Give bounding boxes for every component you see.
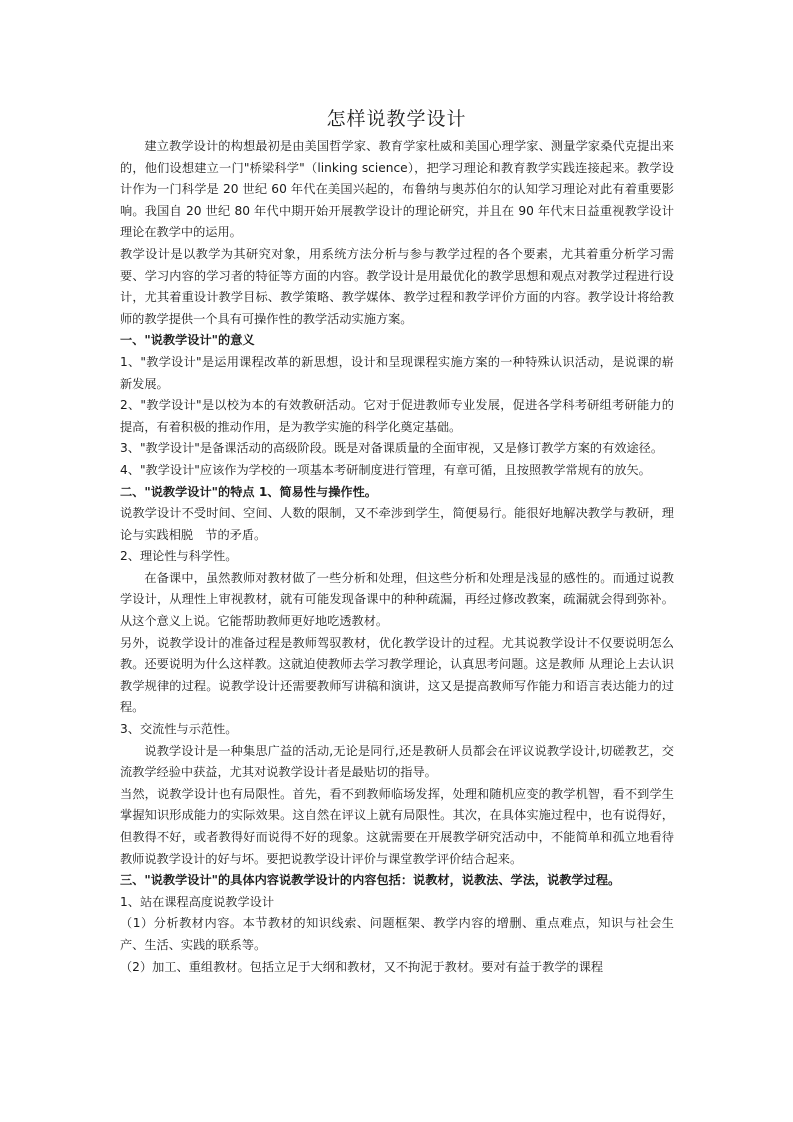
section-heading: 二、"说教学设计"的特点 1、简易性与操作性。 xyxy=(120,484,377,499)
paragraph: 说教学设计是一种集思广益的活动,无论是同行,还是教研人员都会在评议说教学设计,切磋教艺，交流教学经验中获益，尤其对说教学设计者是最贴切的指导。 xyxy=(120,743,674,780)
paragraph: （2）加工、重组教材。包括立足于大纲和教材，又不拘泥于教材。要对有益于教学的课程 xyxy=(120,959,604,974)
section-heading: 三、"说教学设计"的具体内容说教学设计的内容包括：说教材，说教法、学法，说教学过程。 xyxy=(120,873,621,888)
paragraph: 1、站在课程高度说教学设计 xyxy=(120,894,275,909)
document-title: 怎样说教学设计 xyxy=(326,108,467,130)
document-body xyxy=(120,136,674,978)
paragraph: 当然，说教学设计也有局限性。首先，看不到教师临场发挥，处理和随机应变的教学机智，看不到学生掌握知识形成能力的实际效果。这自然在评议上就有局限性。其次，在具体实施过程中，也有说得好，但教得不好，或者教得好而说得不好的现象。这就需要在开展教学研究活动中，不能简单和孤立地看待教师说教学设计的好与坏。要把说教学设计评价与课堂教学评价结合起来。 xyxy=(120,786,674,866)
paragraph: 在备课中，虽然教师对教材做了一些分析和处理，但这些分析和处理是浅显的感性的。而通过说教学设计，从理性上审视教材，就有可能发现备课中的种种疏漏，再经过修改教案，疏漏就会得到弥补。从这个意义上说。它能帮助教师更好地吃透教材。 xyxy=(120,570,674,629)
paragraph: 建立教学设计的构想最初是由美国哲学家、教育学家杜威和美国心理学家、测量学家桑代克提出来的，他们设想建立一门"桥梁科学"（linking science），把学习理论和教育教学实践连接起来。教学设计作为一门科学是 20 世纪 60 年代在美国兴起的，布鲁纳与奥苏伯尔的认知学习理论对此有着重要影响。我国自 20 世纪 80 年代中期开始开展教学设计的理论研究，并且在 90 年代末日益重视教学设计理论在教学中的运用。 xyxy=(120,139,674,240)
paragraph: 1、"教学设计"是运用课程改革的新思想，设计和呈现课程实施方案的一种特殊认识活动，是说课的崭新发展。 xyxy=(120,354,674,391)
paragraph: 3、交流性与示范性。 xyxy=(120,722,238,737)
paragraph: 2、"教学设计"是以校为本的有效教研活动。它对于促进教师专业发展，促进各学科考研组考研能力的提高，有着积极的推动作用，是为教学实施的科学化奠定基础。 xyxy=(120,398,674,434)
paragraph: 说教学设计不受时间、空间、人数的限制，又不牵涉到学生，简便易行。能很好地解决教学与教研，理论与实践相脱 节的矛盾。 xyxy=(120,506,674,542)
paragraph: 2、理论性与科学性。 xyxy=(120,549,238,564)
section-heading: 一、"说教学设计"的意义 xyxy=(120,333,255,348)
paragraph: （1）分析教材内容。本节教材的知识线索、问题框架、教学内容的增删、重点难点，知识与社会生产、生活、实践的联系等。 xyxy=(120,916,674,952)
paragraph: 4、"教学设计"应该作为学校的一项基本考研制度进行管理，有章可循，且按照教学常规有的放矢。 xyxy=(120,462,651,477)
paragraph: 教学设计是以教学为其研究对象，用系统方法分析与参与教学过程的各个要素，尤其着重分析学习需要、学习内容的学习者的特征等方面的内容。教学设计是用最优化的教学思想和观点对教学过程进行设计，尤其着重设计教学目标、教学策略、教学媒体、教学过程和教学评价方面的内容。教学设计将给教师的教学提供一个具有可操作性的教学活动实施方案。 xyxy=(120,246,674,326)
paragraph: 3、"教学设计"是备课活动的高级阶段。既是对备课质量的全面审视，又是修订教学方案的有效途径。 xyxy=(120,441,664,456)
paragraph: 另外，说教学设计的准备过程是教师驾驭教材，优化教学设计的过程。尤其说教学设计不仅要说明怎么教。还要说明为什么这样教。这就迫使教师去学习教学理论，认真思考问题。这是教师 从理论上去认识教学规律的过程。说教学设计还需要教师写讲稿和演讲，这又是提高教师写作能力和语言表达能力的过程。 xyxy=(120,635,674,715)
